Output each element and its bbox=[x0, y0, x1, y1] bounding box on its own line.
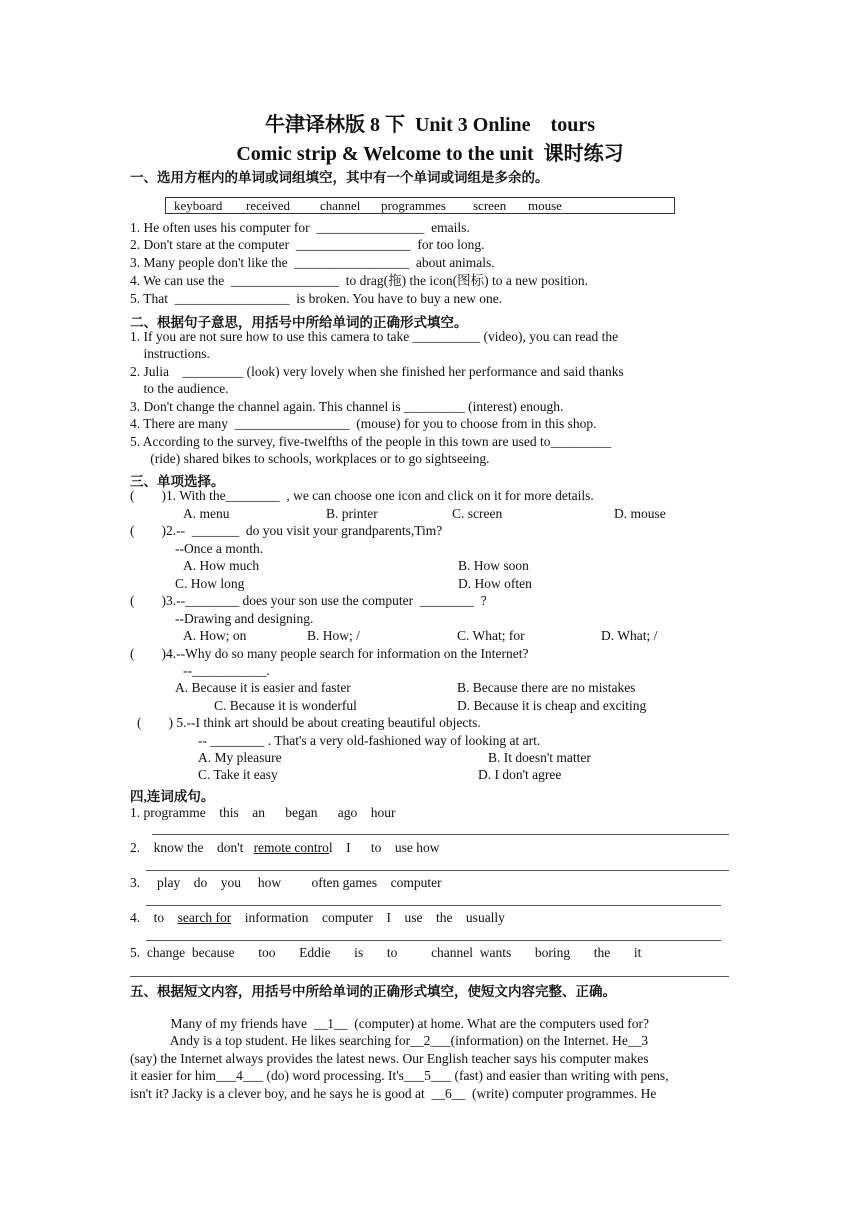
exercise-2-item: 3. Don't change the channel again. This channel is _________ (interest) enough. bbox=[130, 399, 564, 414]
exercise-1-item: 2. Don't stare at the computer _________________ for too long. bbox=[130, 237, 485, 252]
passage-line: Many of my friends have __1__ (computer) at home. What are the computers used for? bbox=[130, 1016, 649, 1031]
passage-line: Andy is a top student. He likes searching for__2___(information) on the Internet. He__3 bbox=[130, 1033, 649, 1048]
exercise-2-item: instructions. bbox=[130, 346, 210, 361]
word-box-item: received bbox=[246, 198, 291, 213]
sentence-words: 3. play do you how often games computer bbox=[130, 875, 442, 890]
answer-line bbox=[152, 834, 729, 835]
passage-line: it easier for him___4___ (do) word processing. It's___5___ (fast) and easier than writing with pens, bbox=[130, 1068, 669, 1083]
word-box-item: screen bbox=[473, 198, 507, 213]
title-line-2: Comic strip & Welcome to the unit 课时练习 bbox=[236, 143, 624, 165]
answer-line bbox=[146, 905, 721, 906]
option-d: D. mouse bbox=[614, 506, 666, 521]
option-b: B. It doesn't matter bbox=[488, 750, 591, 765]
exercise-2-item: 4. There are many _________________ (mouse) for you to choose from in this shop. bbox=[130, 416, 597, 431]
word-box bbox=[165, 197, 675, 214]
option-a: A. My pleasure bbox=[198, 750, 282, 765]
passage-line: (say) the Internet always provides the latest news. Our English teacher says his computer makes bbox=[130, 1051, 649, 1066]
section-1-heading: 一、选用方框内的单词或词组填空，其中有一个单词或词组是多余的。 bbox=[130, 170, 549, 185]
question-reply: --Once a month. bbox=[175, 541, 264, 556]
option-d: D. I don't agree bbox=[478, 767, 562, 782]
option-b: B. printer bbox=[326, 506, 378, 521]
option-d: D. What; / bbox=[601, 628, 658, 643]
section-2-heading: 二、根据句子意思，用括号中所给单词的正确形式填空。 bbox=[130, 315, 468, 330]
option-a: A. How much bbox=[183, 558, 260, 573]
option-b: B. Because there are no mistakes bbox=[457, 680, 636, 695]
word-box-item: keyboard bbox=[174, 198, 223, 213]
answer-line bbox=[146, 940, 721, 941]
section-5-heading: 五、根据短文内容，用括号中所给单词的正确形式填空，使短文内容完整、正确。 bbox=[130, 984, 616, 999]
section-4-heading: 四,连词成句。 bbox=[130, 789, 215, 804]
question-reply: --___________. bbox=[183, 663, 270, 678]
word-box-item: mouse bbox=[528, 198, 562, 213]
answer-line bbox=[146, 870, 729, 871]
option-a: A. Because it is easier and faster bbox=[175, 680, 351, 695]
exercise-1-item: 5. That _________________ is broken. You have to buy a new one. bbox=[130, 291, 503, 306]
option-b: B. How soon bbox=[458, 558, 529, 573]
option-a: A. How; on bbox=[183, 628, 247, 643]
question-stem: ( )1. With the________ , we can choose one icon and click on it for more details. bbox=[130, 488, 594, 503]
question-reply: -- ________ . That's a very old-fashioned way of looking at art. bbox=[198, 733, 541, 748]
option-b: B. How; / bbox=[307, 628, 360, 643]
exercise-2-item: 1. If you are not sure how to use this camera to take __________ (video), you can read the bbox=[130, 329, 619, 344]
question-stem: ( )2.-- _______ do you visit your grandparents,Tim? bbox=[130, 523, 443, 538]
exercise-2-item: to the audience. bbox=[130, 381, 229, 396]
question-stem: ( )4.--Why do so many people search for information on the Internet? bbox=[130, 646, 529, 661]
option-c: C. screen bbox=[452, 506, 503, 521]
option-a: A. menu bbox=[183, 506, 230, 521]
option-d: D. How often bbox=[458, 576, 532, 591]
title-line-1: 牛津译林版 8 下 Unit 3 Online tours bbox=[264, 114, 596, 136]
option-c: C. How long bbox=[175, 576, 245, 591]
option-c: C. What; for bbox=[457, 628, 525, 643]
exercise-1-item: 4. We can use the ________________ to drag(拖) the icon(图标) to a new position. bbox=[130, 273, 588, 288]
passage-line: isn't it? Jacky is a clever boy, and he says he is good at __6__ (write) computer programmes. He bbox=[130, 1086, 657, 1101]
question-stem: ( ) 5.--I think art should be about creating beautiful objects. bbox=[137, 715, 481, 730]
exercise-1-item: 1. He often uses his computer for ________________ emails. bbox=[130, 220, 470, 235]
exercise-2-item: 5. According to the survey, five-twelfths of the people in this town are used to_________ bbox=[130, 434, 612, 449]
exercise-2-item: 2. Julia _________ (look) very lovely when she finished her performance and said thanks bbox=[130, 364, 624, 379]
option-c: C. Take it easy bbox=[198, 767, 278, 782]
section-3-heading: 三、单项选择。 bbox=[130, 474, 225, 489]
option-d: D. Because it is cheap and exciting bbox=[457, 698, 647, 713]
option-c: C. Because it is wonderful bbox=[214, 698, 357, 713]
sentence-words: 1. programme this an began ago hour bbox=[130, 805, 396, 820]
question-stem: ( )3.--________ does your son use the computer ________ ? bbox=[130, 593, 487, 608]
sentence-words: 2. know the don't remote control I to use how bbox=[130, 840, 440, 855]
exercise-1-item: 3. Many people don't like the _________________ about animals. bbox=[130, 255, 495, 270]
exercise-2-item: (ride) shared bikes to schools, workplaces or to go sightseeing. bbox=[130, 451, 490, 466]
sentence-words: 5. change because too Eddie is to channel wants boring the it bbox=[130, 945, 642, 960]
word-box-item: programmes bbox=[381, 198, 446, 213]
question-reply: --Drawing and designing. bbox=[175, 611, 314, 626]
sentence-words: 4. to search for information computer I use the usually bbox=[130, 910, 505, 925]
word-box-item: channel bbox=[320, 198, 361, 213]
answer-line bbox=[130, 976, 729, 977]
